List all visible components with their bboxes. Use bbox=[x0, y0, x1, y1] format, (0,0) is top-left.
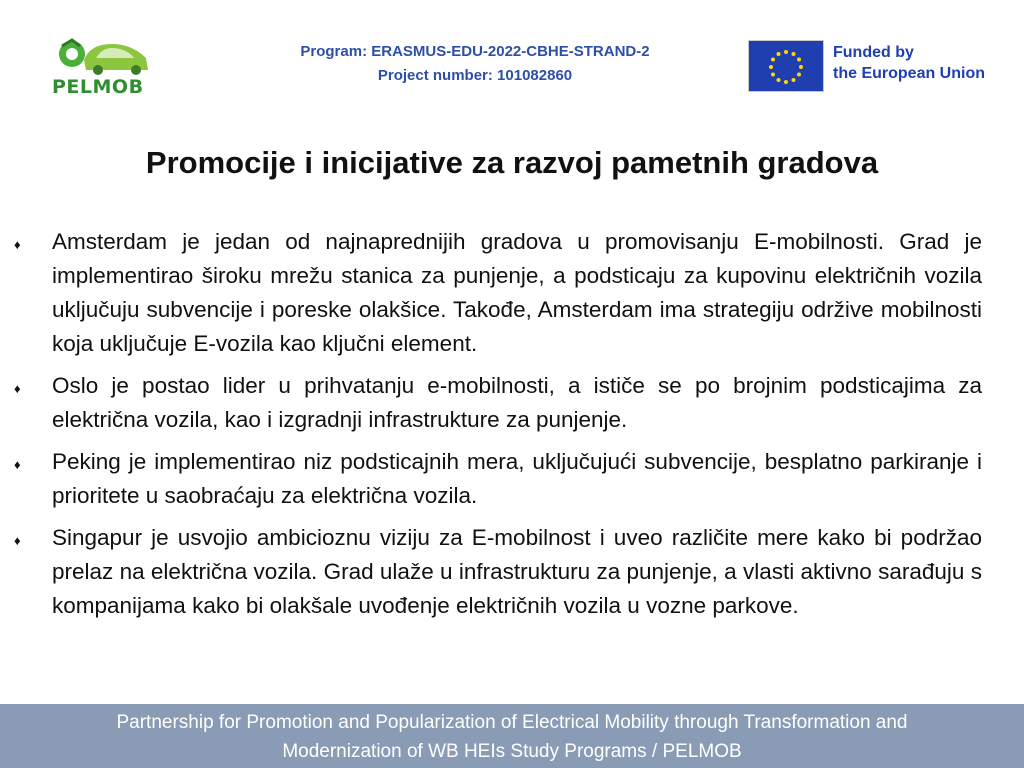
bullet-text: Oslo je postao lider u prihvatanju e-mobilnosti, a ističe se po brojnim podsticajima za električna vozila, kao i izgradnji infrastrukture za punjenje. bbox=[52, 373, 982, 432]
bullet-item bbox=[14, 369, 982, 437]
diamond-bullet-icon: ♦ bbox=[14, 381, 21, 396]
bullet-list bbox=[14, 225, 982, 631]
logo-text: PELMOB bbox=[52, 76, 144, 98]
eu-flag-icon bbox=[748, 40, 824, 92]
program-line: Program: ERASMUS-EDU-2022-CBHE-STRAND-2 bbox=[300, 43, 650, 60]
bullet-text: Singapur je usvojio ambicioznu viziju za E-mobilnost i uveo različite mere kako bi podržao prelaz na električna vozila. Grad ulaže u infrastrukturu za punjenje, a vlasti aktivno sarađuju s kompanijama kako bi olakšale uvođenje električnih vozila u vozne parkove. bbox=[52, 525, 982, 618]
diamond-bullet-icon: ♦ bbox=[14, 457, 21, 472]
program-info bbox=[240, 40, 710, 88]
diamond-bullet-icon: ♦ bbox=[14, 533, 21, 548]
bullet-item bbox=[14, 225, 982, 361]
bullet-item bbox=[14, 521, 982, 623]
footer-line-2: Modernization of WB HEIs Study Programs / PELMOB bbox=[282, 741, 742, 762]
eu-funding-text bbox=[833, 42, 1013, 84]
bullet-item bbox=[14, 445, 982, 513]
recycle-icon bbox=[59, 40, 85, 67]
bullet-text: Amsterdam je jedan od najnaprednijih gradova u promovisanju E-mobilnosti. Grad je implementirao široku mrežu stanica za punjenje, a podsticaju za kupovinu električnih vozila uključuju subvencije i poreske olakšice. Takođe, Amsterdam ima strategiju održive mobilnosti koja uključuje E-vozila kao ključni element. bbox=[52, 229, 982, 356]
eu-line-1: Funded by bbox=[833, 44, 914, 61]
footer-line-1: Partnership for Promotion and Popularization of Electrical Mobility through Transformation and bbox=[116, 712, 908, 733]
diamond-bullet-icon: ♦ bbox=[14, 237, 21, 252]
project-number: Project number: 101082860 bbox=[377, 67, 573, 84]
eu-line-2: the European Union bbox=[833, 65, 985, 82]
slide-title: Promocije i inicijative za razvoj pametnih gradova bbox=[145, 145, 879, 180]
bullet-text: Peking je implementirao niz podsticajnih mera, uključujući subvencije, besplatno parkiranje i prioritete u saobraćaju za električna vozila. bbox=[52, 449, 982, 508]
car-icon bbox=[84, 44, 148, 75]
footer-banner bbox=[0, 704, 1024, 768]
